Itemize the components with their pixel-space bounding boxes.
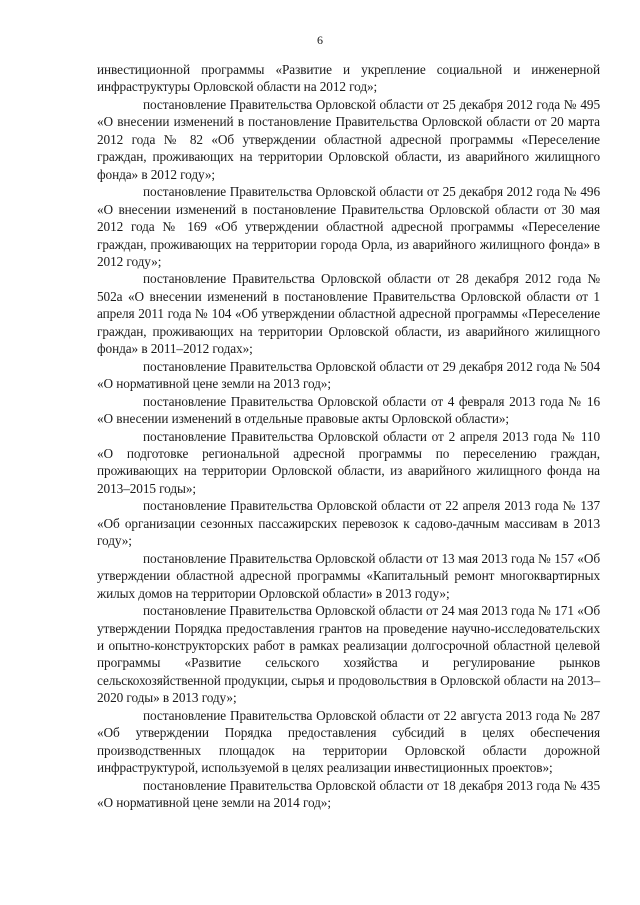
paragraph-resolution-495: постановление Правительства Орловской области от 25 декабря 2012 года № 495 «О внесении изменений в постановление Правительства Орловской области от 20 марта 2012 года № 82 «Об утверждении областной адресной программы «Переселение граждан, проживающих на территории Орловской области, из аварийного жилищного фонда» в 2012 году»;	[97, 96, 600, 182]
paragraph-resolution-157: постановление Правительства Орловской области от 13 мая 2013 года № 157 «Об утверждении областной адресной программы «Капитальный ремонт многоквартирных жилых домов на территории Орловской области» в 2013 году»;	[97, 550, 600, 601]
paragraph-resolution-287: постановление Правительства Орловской области от 22 августа 2013 года № 287 «Об утверждении Порядка предоставления субсидий в целях обеспечения производственных площадок на территории Орловской области дорожной инфраструктурой, используемой в целях реализации инвестиционных проектов»;	[97, 707, 600, 776]
paragraph-resolution-496: постановление Правительства Орловской области от 25 декабря 2012 года № 496 «О внесении изменений в постановление Правительства Орловской области от 30 мая 2012 года № 169 «Об утверждении областной адресной программы «Переселение граждан, проживающих на территории города Орла, из аварийного жилищного фонда» в 2012 году»;	[97, 184, 600, 269]
paragraph-resolution-435: постановление Правительства Орловской области от 18 декабря 2013 года № 435 «О нормативной цене земли на 2014 год»;	[97, 777, 600, 811]
paragraph-resolution-171: постановление Правительства Орловской области от 24 мая 2013 года № 171 «Об утверждении Порядка предоставления грантов на проведение научно-исследовательских и опытно-конструкторских работ в рамках реализации долгосрочной областной целевой программы «Развитие сельского хозяйства и регулирование рынков сельскохозяйственной продукции, сырья и продовольствия в Орловской области на 2013–2020 годы» в 2013 году»;	[97, 603, 600, 706]
paragraph-resolution-137: постановление Правительства Орловской области от 22 апреля 2013 года № 137 «Об организации сезонных пассажирских перевозок к садово-дачным массивам в 2013 году»;	[97, 498, 600, 549]
document-body	[97, 61, 600, 811]
page-number: 6	[317, 33, 323, 47]
paragraph-continued: инвестиционной программы «Развитие и укрепление социальной и инженерной инфраструктуры Орловской области на 2012 год»;	[97, 62, 600, 95]
paragraph-resolution-16: постановление Правительства Орловской области от 4 февраля 2013 года № 16 «О внесении изменений в отдельные правовые акты Орловской области»;	[97, 393, 600, 427]
paragraph-resolution-502a: постановление Правительства Орловской области от 28 декабря 2012 года № 502а «О внесении изменений в постановление Правительства Орловской области от 1 апреля 2011 года № 104 «Об утверждении областной адресной программы «Переселение граждан, проживающих на территории Орловской области, из аварийного жилищного фонда» в 2011–2012 годах»;	[97, 271, 600, 357]
paragraph-resolution-504: постановление Правительства Орловской области от 29 декабря 2012 года № 504 «О нормативной цене земли на 2013 год»;	[97, 358, 600, 392]
paragraph-resolution-110: постановление Правительства Орловской области от 2 апреля 2013 года № 110 «О подготовке региональной адресной программы по переселению граждан, проживающих на территории Орловской области, из аварийного жилищного фонда на 2013–2015 годы»;	[97, 428, 600, 496]
